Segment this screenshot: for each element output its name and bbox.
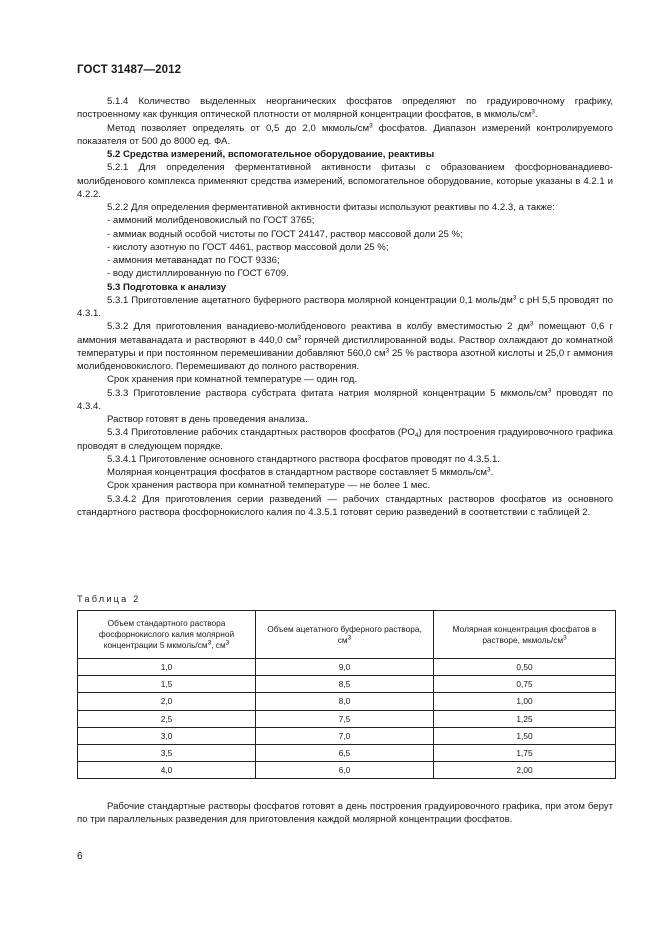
column-header-concentration: [434, 611, 616, 659]
paragraph-method-range: [77, 122, 613, 149]
p531a: 5.3.1 Приготовление ацетатного буферного раствора молярной концентрации 0,1 моль/дм: [107, 294, 513, 306]
closing-text: [77, 800, 613, 827]
p532d: 25 % раствора азотной кислоты и 25,0 г аммония молибденовокислого. Перемешивают до полного растворения.: [77, 347, 614, 372]
p532c: горячей дистиллированной воды. Раствор охлаждают до комнатной температуры и при постоянном перемешивании добавляют 560,0 см: [77, 334, 614, 359]
paragraph-working-solutions: Рабочие стандартные растворы фосфатов готовят в день построения градуировочного графика, при этом берут по три параллельных разведения для приготовления каждой молярной концентрации фосфатов.: [77, 801, 613, 826]
document-header: ГОСТ 31487—2012: [77, 64, 182, 76]
table-cell: 7,0: [256, 727, 434, 744]
table-cell: 7,5: [256, 710, 434, 727]
table-cell: 2,0: [78, 693, 256, 710]
p2b: фосфатов. Диапазон измерений контролируемого показателя от 500 до 8000 ед. ФА.: [77, 122, 613, 147]
paragraph-same-day: Раствор готовят в день проведения анализа.: [107, 414, 308, 425]
list-item: - аммиак водный особой чистоты по ГОСТ 24147, раствор массовой доли 25 %;: [107, 228, 463, 240]
list-item: - аммония метаванадат по ГОСТ 9336;: [107, 255, 280, 266]
sup: 3: [531, 108, 535, 116]
table-cell: 6,5: [256, 744, 434, 761]
table-cell: 1,75: [434, 744, 616, 761]
sup: 3: [207, 639, 212, 647]
p514-text: 5.1.4 Количество выделенных неорганических фосфатов определяют по градуировочному графику, построенному как функция оптической плотности от молярной концентрации фосфатов, в мкмоль/см: [77, 96, 613, 121]
paragraph-5-3-4-2: 5.3.4.2 Для приготовления серии разведений — рабочих стандартных растворов фосфатов из основного стандартного раствора фосфорнокислого калия по 4.3.5.1 готовят серию разведений в соответствии с таблицей 2.: [77, 493, 613, 518]
table-row: [78, 676, 616, 693]
p534b: ) для построения градуировочного графика проводят в следующем порядке.: [77, 427, 613, 452]
list-item: - кислоту азотную по ГОСТ 4461, раствор массовой доли 25 %;: [107, 241, 389, 253]
table-cell: 3,5: [78, 744, 256, 761]
col3-a: Молярная концентрация фосфатов в растворе, мкмоль/см: [452, 623, 597, 645]
section-heading-5-3: 5.3 Подготовка к анализу: [107, 281, 227, 293]
sup: 3: [225, 639, 230, 647]
table-row: [78, 659, 616, 676]
table-cell: 2,00: [434, 762, 616, 779]
dilution-table: [77, 610, 616, 779]
table-cell: 4,0: [78, 762, 256, 779]
paragraph-5-3-4-1: 5.3.4.1 Приготовление основного стандартного раствора фосфатов проводят по 4.3.5.1.: [107, 453, 500, 465]
table-cell: 8,5: [256, 676, 434, 693]
paragraph-storage-month: Срок хранения раствора при комнатной температуре — не более 1 мес.: [107, 480, 431, 492]
paragraph-5-3-3: [77, 387, 613, 414]
section-heading-5-2: 5.2 Средства измерений, вспомогательное оборудование, реактивы: [107, 149, 435, 160]
table-cell: 1,5: [78, 676, 256, 693]
list-item: - воду дистиллированную по ГОСТ 6709.: [107, 268, 289, 280]
table-cell: 1,50: [434, 727, 616, 744]
table-row: [78, 744, 616, 761]
col1-a: Объем стандартного раствора фосфорнокислого калия молярной концентрации 5 мкмоль/см: [98, 618, 235, 650]
paragraph-concentration: [77, 466, 613, 479]
table-cell: 1,0: [78, 659, 256, 676]
sup: 3: [369, 122, 373, 129]
conc-a: Молярная концентрация фосфатов в стандартном растворе составляет 5 мкмоль/см: [107, 467, 487, 478]
sub: 4: [414, 432, 419, 440]
paragraph-5-3-2: [77, 320, 613, 373]
p533a: 5.3.3 Приготовление раствора субстрата фитата натрия молярной концентрации 5 мкмоль/см: [107, 387, 548, 399]
sup: 3: [297, 334, 302, 341]
conc-b: .: [490, 467, 494, 478]
body-text: [77, 95, 613, 519]
table-row: [78, 693, 616, 710]
page-number: 6: [77, 851, 83, 862]
p531b: с pH 5,5 проводят по 4.3.1.: [77, 294, 613, 319]
sup: 3: [512, 294, 517, 302]
sup: 3: [347, 634, 352, 641]
paragraph-5-1-4: [77, 95, 613, 122]
p532a: 5.3.2 Для приготовления ванадиево-молибденового реактива в колбу вместимостью 2 дм: [107, 321, 530, 333]
table-row: [78, 762, 616, 779]
sup: 3: [563, 634, 567, 641]
p532b: помещают 0,6 г аммония метаванадата и растворяют в 440,0 см: [77, 321, 613, 346]
sup: 3: [547, 387, 552, 394]
table-row: [78, 727, 616, 744]
p514-end: .: [534, 109, 538, 121]
table-cell: 3,0: [78, 727, 256, 744]
paragraph-storage-year: Срок хранения при комнатной температуре — один год.: [107, 374, 358, 386]
sup: 3: [486, 466, 491, 474]
list-item: - аммоний молибденовокислый по ГОСТ 3765;: [107, 215, 315, 227]
col2-a: Объем ацетатного буферного раствора, см: [267, 623, 422, 645]
p533b: проводят по 4.3.4.: [77, 387, 613, 412]
table-cell: 0,75: [434, 676, 616, 693]
table-cell: 1,25: [434, 710, 616, 727]
table-cell: 0,50: [434, 659, 616, 676]
table-cell: 1,00: [434, 693, 616, 710]
table-header-row: [78, 611, 616, 659]
paragraph-5-3-4: [77, 426, 613, 453]
column-header-standard-volume: [78, 611, 256, 659]
col1-b: , см: [211, 640, 226, 650]
p534a: 5.3.4 Приготовление рабочих стандартных растворов фосфатов (PO: [107, 427, 415, 439]
paragraph-5-2-1: 5.2.1 Для определения ферментативной активности фитазы с образованием фосфорнованадиево-молибденового комплекса применяют средства измерений, вспомогательное оборудование, которые указаны в 4.2.1 и 4.2.2.: [77, 162, 613, 200]
table-cell: 8,0: [256, 693, 434, 710]
paragraph-5-2-2: 5.2.2 Для определения ферментативной активности фитазы используют реактивы по 4.2.3, а также:: [107, 202, 555, 213]
table-caption: Таблица 2: [77, 594, 141, 604]
sup: 3: [529, 320, 534, 328]
table-cell: 6,0: [256, 762, 434, 779]
table-row: [78, 710, 616, 727]
table-cell: 9,0: [256, 659, 434, 676]
column-header-buffer-volume: [256, 611, 434, 659]
table-cell: 2,5: [78, 710, 256, 727]
sup: 3: [385, 347, 390, 355]
paragraph-5-3-1: [77, 294, 613, 321]
p2a: Метод позволяет определять от 0,5 до 2,0 мкмоль/см: [107, 122, 370, 134]
